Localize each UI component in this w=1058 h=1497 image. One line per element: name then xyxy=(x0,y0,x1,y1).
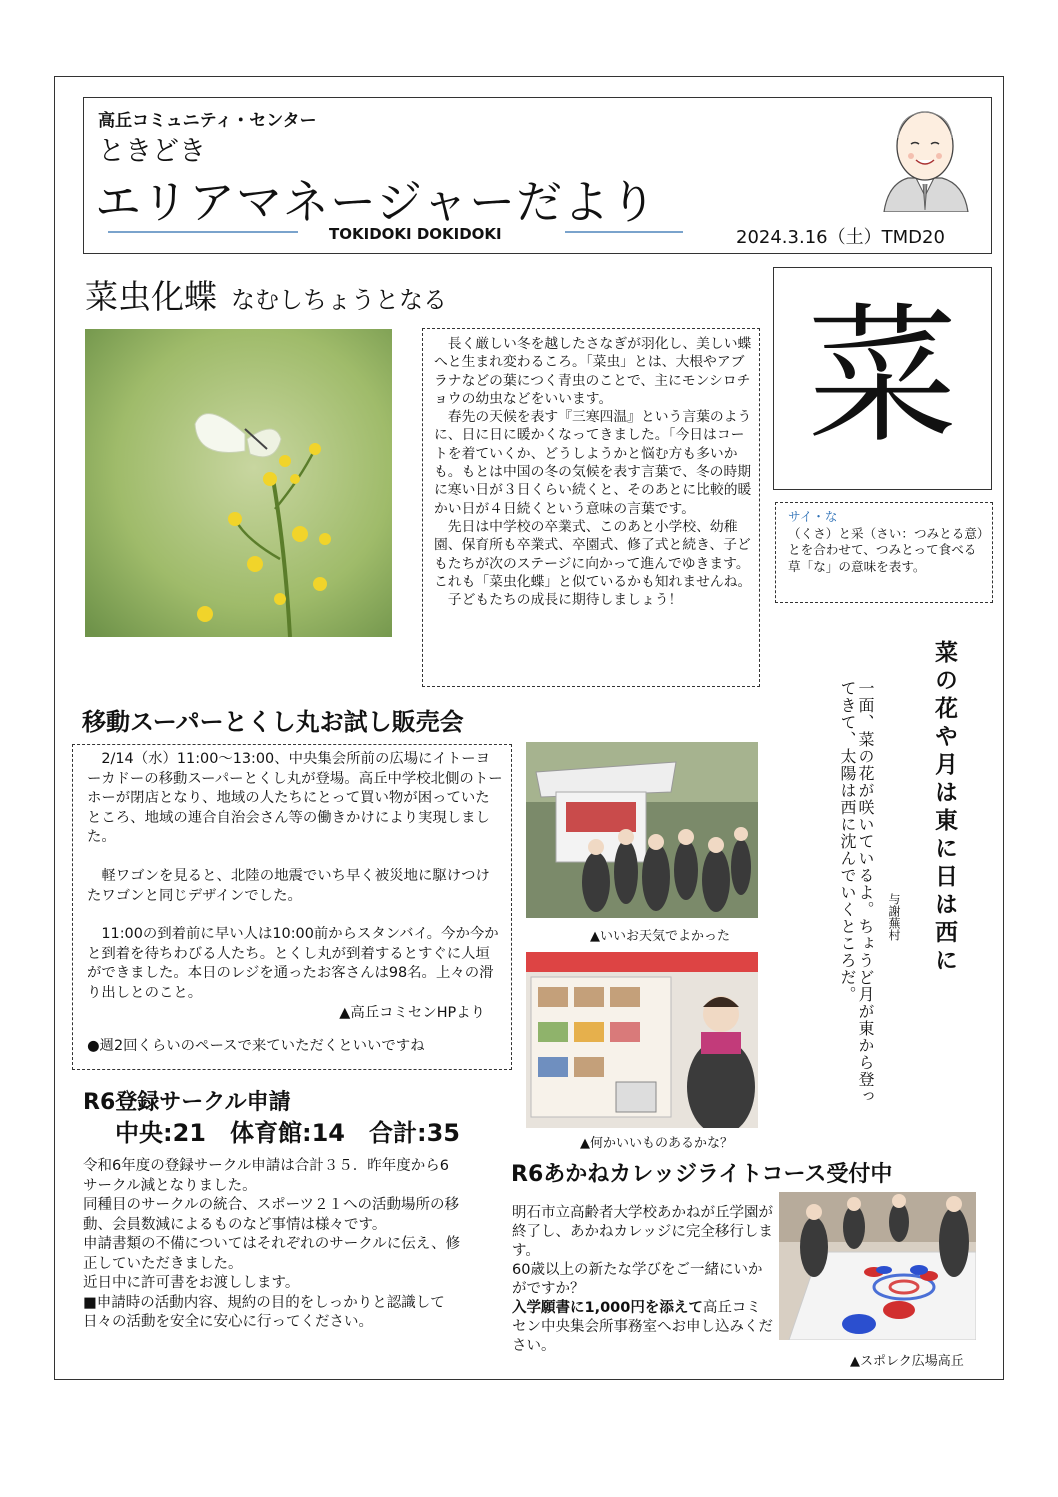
tokushi-crowd-photo xyxy=(526,742,758,918)
tokushi-shopping-photo xyxy=(526,952,758,1128)
manager-portrait-illustration xyxy=(878,104,972,212)
akane-line: 明石市立高齢者大学校あかねが丘学園が終了し、あかねカレッジに完全移行します。 xyxy=(512,1205,773,1259)
tokushi-paragraph: 軽ワゴンを見ると、北陸の地震でいち早く被災地に駆けつけたワゴンと同じデザインでした。 xyxy=(87,867,490,904)
tokushi-paragraph: 11:00の到着前に早い人は10:00前からスタンバイ。今か今かと到着を待ちわびる人たち。とくし丸が到着するとすぐに人垣ができました。本日のレジを通ったお客さんは98名。上々の滑り出しとのこと。 xyxy=(87,926,499,1001)
essay-paragraph: 春先の天候を表す『三寒四温』という言葉のように、日に日に暖かくなってきました。「今日はコートを着ていくか、どうしようかと悩む方も多いかも。もとは中国の冬の気候を表す言葉で、冬の時期に寒い日が３日くらい続くと、そのあとに比較的暖かい日が４日続くという意味の言葉です。 xyxy=(434,409,752,517)
circle-line: ■申請時の活動内容、規約の目的をしっかりと認識して日々の活動を安全に安心に行ってください。 xyxy=(83,1294,445,1330)
tokushi-heading: 移動スーパーとくし丸お試し販売会 xyxy=(82,708,464,736)
circle-heading: R6登録サークル申請 xyxy=(83,1090,291,1115)
circle-line: 同種目のサークルの統合、スポーツ２１への活動場所の移動、会員数減によるものなど事情は様々です。 xyxy=(83,1197,459,1233)
tokushi-note: ●週2回くらいのペースで来ていただくといいですね xyxy=(87,1038,425,1055)
akane-body xyxy=(512,1204,774,1356)
haiku: 菜の花や月は東に日は西に xyxy=(931,640,957,976)
featured-kanji: 菜 xyxy=(773,267,992,490)
circle-counts: 中央:21 体育館:14 合計:35 xyxy=(115,1119,460,1147)
photo-caption: ▲いいお天気でよかった xyxy=(590,929,730,944)
feature-heading-reading: なむしちょうとなる xyxy=(231,286,447,314)
akane-line: 60歳以上の新たな学びをご一緒にいかがですか？ xyxy=(512,1262,763,1297)
kanji-reading: サイ・な xyxy=(788,509,838,524)
akane-heading: R6あかねカレッジライトコース受付中 xyxy=(511,1162,893,1187)
essay-paragraph: 長く厳しい冬を越したさなぎが羽化し、美しい蝶へと生まれ変わるころ。「菜虫」とは、大根やアブラナなどの葉につく青虫のことで、主にモンシロチョウの幼虫などをいいます。 xyxy=(434,336,752,407)
feature-essay xyxy=(422,328,760,687)
curling-photo xyxy=(779,1192,976,1340)
circle-line: 申請書類の不備についてはそれぞれのサークルに伝え、修正していただきました。 xyxy=(83,1236,461,1272)
circle-line: 近日中に許可書をお渡しします。 xyxy=(83,1275,300,1291)
organization-name: 高丘コミュニティ・センター xyxy=(98,111,317,131)
photo-caption: ▲スポレク広場高丘 xyxy=(850,1354,964,1369)
title-rule-right xyxy=(565,231,683,233)
newsletter-title: エリアマネージャーだより xyxy=(95,175,658,229)
feature-heading-kanji: 菜虫化蝶 xyxy=(85,277,217,316)
issue-date: 2024.3.16（土）TMD20 xyxy=(736,227,945,248)
photo-caption: ▲何かいいものあるかな？ xyxy=(580,1136,733,1151)
kanji-explanation xyxy=(775,502,993,603)
tokushi-paragraph: 2/14（水）11:00～13:00、中央集会所前の広場にイトーヨーカドーの移動スーパーとくし丸が登場。高丘中学校北側のトーホーが閉店となり、地域の人たちにとって買い物が困っていたところ、地域の連合自治会さん等の働きかけにより実現しました。 xyxy=(87,751,503,846)
circle-body xyxy=(83,1157,463,1333)
masthead-subtitle: ときどき xyxy=(98,136,206,167)
tokushi-article xyxy=(72,744,512,1070)
tokushi-source: ▲高丘コミセンHPより xyxy=(339,1004,485,1021)
haiku-author: 与謝蕪村 xyxy=(887,893,901,941)
romanized-title: TOKIDOKI DOKIDOKI xyxy=(329,225,502,243)
essay-paragraph: 先日は中学校の卒業式、このあと小学校、幼稚園、保育所も卒業式、卒園式、修了式と続き、子どもたちが次のステージに向かって進んでゆきます。これも「菜虫化蝶」と似ているかも知れませんね。 xyxy=(434,518,752,590)
circle-line: 令和6年度の登録サークル申請は合計３５．昨年度から6サークル減となりました。 xyxy=(83,1158,450,1194)
akane-place: 高丘コミセン中央集会所事務室へお申し込みください。 xyxy=(512,1300,773,1354)
kanji-meaning: （くさ）と采（さい：つみとる意）とを合わせて、つみとって食べる草「な」の意味を表す。 xyxy=(788,525,984,574)
feature-heading xyxy=(85,271,447,318)
akane-application xyxy=(512,1299,774,1356)
essay-paragraph: 子どもたちの成長に期待しましょう！ xyxy=(447,592,683,609)
title-rule-left xyxy=(108,231,298,233)
haiku-explanation: 一面、菜の花が咲いているよ。ちょうど月が東から登ってきて、太陽は西に沈んでいくところだ。 xyxy=(838,680,875,1105)
akane-fee: 入学願書に1,000円を添えて xyxy=(512,1300,703,1316)
butterfly-photo xyxy=(85,329,392,637)
